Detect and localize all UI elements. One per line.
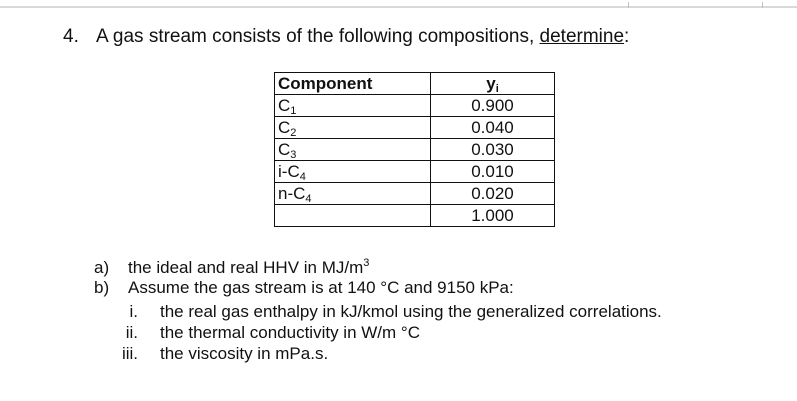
header-yi: [431, 73, 555, 95]
table-row: [275, 95, 555, 117]
table-row: [275, 183, 555, 205]
question-text: A gas stream consists of the following compositions,: [96, 26, 540, 47]
header-yi-sub: i: [495, 82, 499, 95]
part-a-text: the ideal and real HHV in MJ/m: [128, 258, 364, 277]
parts-list: [94, 258, 514, 298]
header-component: Component: [275, 73, 431, 95]
part-a-sup: 3: [363, 257, 370, 269]
yi-cell: 0.020: [431, 183, 555, 205]
sub-items-list: [103, 301, 662, 364]
question-number: 4.: [63, 26, 79, 47]
total-cell: 1.000: [431, 205, 555, 227]
table-row: [275, 117, 555, 139]
list-item: [103, 301, 662, 322]
total-label-cell: [275, 205, 431, 227]
yi-cell: 0.010: [431, 161, 555, 183]
item-label: iii.: [121, 344, 138, 363]
part-b: [94, 278, 514, 298]
component-cell: $C_1$: [275, 95, 431, 117]
component-cell: $n-C_4$: [275, 183, 431, 205]
component-cell: $C_3$: [275, 139, 431, 161]
rule-tick: [762, 2, 763, 8]
item-label: ii.: [125, 323, 138, 342]
rule-tick: [628, 2, 629, 8]
composition-table: [274, 72, 555, 227]
part-a: [94, 258, 514, 278]
table-row: [275, 139, 555, 161]
item-label: i.: [129, 302, 138, 321]
part-b-text: Assume the gas stream is at 140 °C and 9150 kPa:: [128, 278, 514, 297]
component-cell: $C_2$: [275, 117, 431, 139]
question-emphasis: determine: [539, 26, 625, 47]
table-header-row: [275, 73, 555, 95]
header-yi-main: y: [486, 73, 496, 93]
table-total-row: [275, 205, 555, 227]
list-item: [103, 343, 662, 364]
top-rule: [0, 6, 797, 8]
part-a-label: a): [94, 258, 110, 277]
component-cell: $i-C_4$: [275, 161, 431, 183]
question-heading: [63, 26, 629, 48]
yi-cell: 0.040: [431, 117, 555, 139]
item-text: the real gas enthalpy in kJ/kmol using the generalized correlations.: [160, 302, 662, 321]
yi-cell: 0.900: [431, 95, 555, 117]
yi-cell: 0.030: [431, 139, 555, 161]
part-b-label: b): [94, 278, 110, 297]
item-text: the viscosity in mPa.s.: [160, 344, 329, 363]
list-item: [103, 322, 662, 343]
table-row: [275, 161, 555, 183]
question-colon: :: [624, 26, 630, 47]
item-text: the thermal conductivity in W/m °C: [160, 323, 420, 342]
